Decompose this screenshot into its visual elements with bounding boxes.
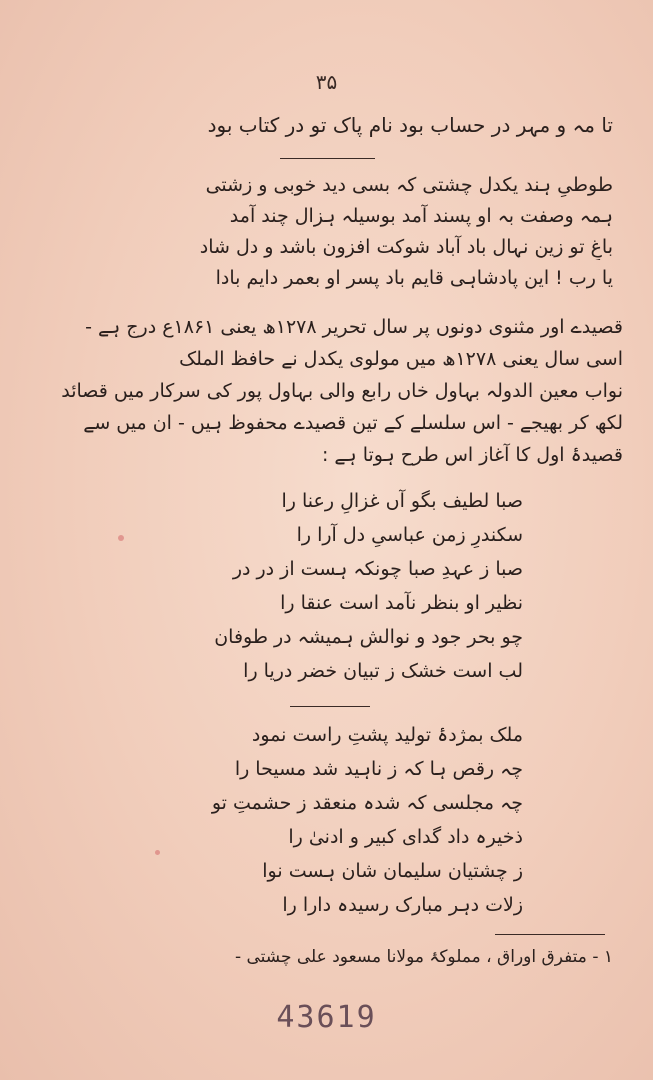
- page-number: ۳۵: [315, 70, 338, 94]
- qasida-2-line-3: چہ مجلسی کہ شدہ منعقد ز حشمتِ تو: [211, 792, 523, 814]
- verse-1-line-2: ہمہ وصفت بہ او پسند آمد بوسیلہ ہزال چند آمد: [229, 205, 613, 227]
- qasida-2-line-1: ملک بمژدۂ تولید پشتِ راست نمود: [251, 724, 523, 746]
- qasida-2-line-4: ذخیرہ داد گدای کبیر و ادنیٰ را: [288, 826, 523, 848]
- footnote: ۱ - متفرق اوراق ، مملوکۂ مولانا مسعود علی چشتی -: [234, 947, 613, 967]
- qasida-2-line-2: چہ رقص ہا کہ ز ناہید شد مسیحا را: [234, 758, 523, 780]
- qasida-2-line-6: زلات دہر مبارک رسیدہ دارا را: [282, 894, 523, 916]
- prose-line-5: قصیدۂ اول کا آغاز اس طرح ہوتا ہے :: [321, 444, 623, 466]
- couplet-divider: [280, 158, 375, 159]
- verse-1-line-3: باغِ تو زین نہال باد آباد شوکت افزون باشد و دل شاد: [199, 236, 613, 258]
- prose-line-1: قصیدے اور مثنوی دونوں پر سال تحریر ۱۲۷۸ھ یعنی ۱۸۶۱ع درج ہے -: [85, 316, 623, 338]
- qasida-1-line-4: نظیر او بنظر نآمد است عنقا را: [280, 592, 523, 614]
- ink-speck: [155, 850, 160, 855]
- verse-1-line-4: یا رب ! این پادشاہی قایم باد پسر او بعمر دایم بادا: [215, 267, 613, 289]
- opening-couplet: تا مہ و مہر در حساب بود نام پاک تو در کتاب بود: [207, 113, 613, 137]
- prose-line-3: نواب معین الدولہ بہاول خاں رابع والی بہاول پور کی سرکار میں قصائد: [61, 380, 623, 402]
- qasida-divider: [290, 706, 370, 707]
- qasida-1-line-2: سکندرِ زمن عباسیِ دل آرا را: [296, 524, 523, 546]
- verse-1-line-1: طوطیِ ہند یکدل چشتی کہ بسی دید خوبی و زشتی: [205, 174, 613, 196]
- ink-speck: [118, 535, 124, 541]
- accession-stamp: 43619: [276, 1000, 377, 1035]
- prose-line-2: اسی سال یعنی ۱۲۷۸ھ میں مولوی یکدل نے حافظ الملک: [179, 348, 623, 370]
- qasida-1-line-6: لب است خشک ز تبیان خضر دریا را: [243, 660, 523, 682]
- qasida-2-line-5: ز چشتیان سلیمان شان ہست نوا: [262, 860, 523, 882]
- qasida-1-line-3: صبا ز عہدِ صبا چونکہ ہست از در در: [232, 558, 523, 580]
- footnote-divider: [495, 934, 605, 935]
- prose-line-4: لکھ کر بھیجے - اس سلسلے کے تین قصیدے محفوظ ہیں - ان میں سے: [83, 412, 623, 434]
- qasida-1-line-1: صبا لطیف بگو آں غزالِ رعنا را: [281, 490, 523, 512]
- qasida-1-line-5: چو بحر جود و نوالش ہمیشہ در طوفان: [214, 626, 523, 648]
